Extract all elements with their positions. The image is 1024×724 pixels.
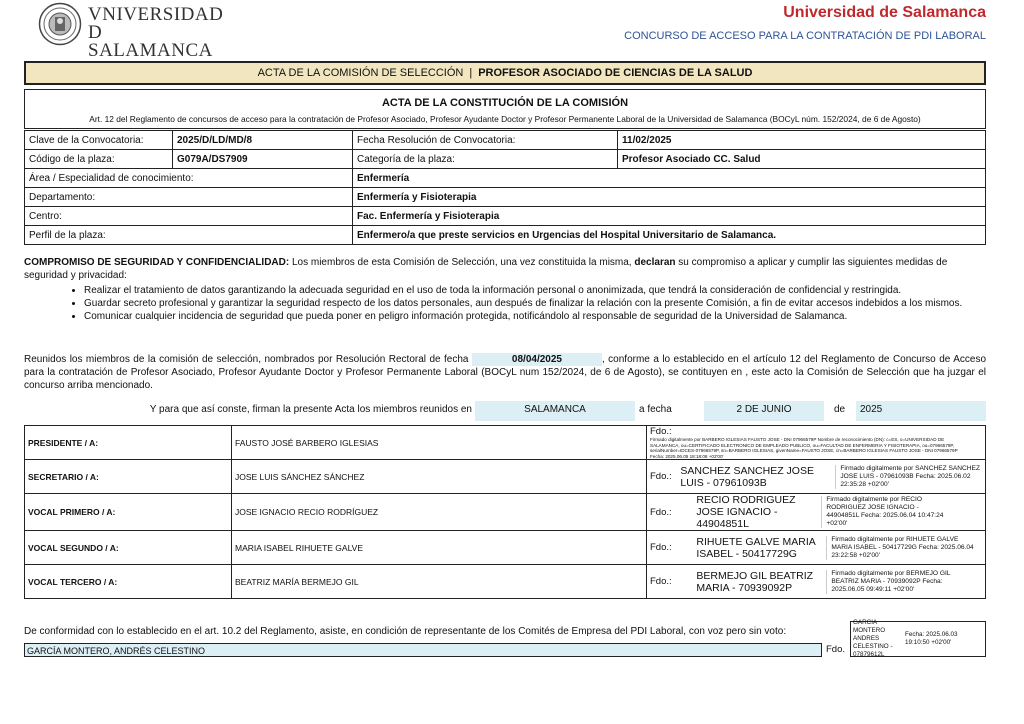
conformidad-text: De conformidad con lo establecido en el art. 10.2 del Reglamento, asiste, en condición de representante de los Comités de Empresa del PDI Laboral, con voz pero sin voto: [24, 626, 787, 637]
digital-signature [650, 437, 960, 459]
digital-signature [696, 536, 976, 560]
signature-cell [647, 426, 986, 460]
member-name: MARIA ISABEL RIHUETE GALVE [232, 531, 647, 565]
codigo-label: Código de la plaza: [25, 150, 173, 169]
representante-signature [850, 621, 986, 657]
university-seal-icon [38, 2, 82, 46]
compromiso-text-b: su compromiso a aplicar y cumplir las siguientes medidas de seguridad y privacidad: [24, 257, 948, 281]
departamento-value: Enfermería y Fisioterapia [353, 188, 986, 207]
role-vocal-tercero: VOCAL TERCERO / A: [25, 565, 232, 599]
table-row [25, 565, 986, 599]
fdo-label: Fdo.: [650, 471, 672, 482]
table-row [25, 426, 986, 460]
area-value: Enfermería [353, 169, 986, 188]
fdo-label: Fdo.: [650, 542, 672, 553]
university-logo [38, 2, 224, 61]
signature-detail: Firmado digitalmente por SANCHEZ SANCHEZ JOSE LUIS - 07961093B Fecha: 2025.06.02 22:35:28 +02'00' [835, 465, 980, 489]
acta-title-bar [24, 61, 986, 85]
signature-cell [647, 531, 986, 565]
departamento-label: Departamento: [25, 188, 353, 207]
signature-name: SANCHEZ SANCHEZ JOSE LUIS - 07961093B [680, 464, 814, 489]
role-vocal-primero: VOCAL PRIMERO / A: [25, 494, 232, 531]
role-secretario: SECRETARIO / A: [25, 460, 232, 494]
acta-title-left: ACTA DE LA COMISIÓN DE SELECCIÓN [257, 67, 464, 79]
table-row [25, 226, 986, 245]
reunidos-paragraph [24, 353, 986, 392]
firma-de-label: de [834, 404, 846, 415]
list-item: • Realizar el tratamiento de datos garantizando la adecuada seguridad en el uso de toda la información personal o anonimizada, que tendrá la consideración de confidencial y restringida. [84, 284, 986, 297]
signatures-table [24, 425, 986, 599]
logo-text-line2: D SALAMANCA [88, 22, 213, 61]
clave-label: Clave de la Convocatoria: [25, 131, 173, 150]
digital-signature [696, 494, 951, 530]
signature-name: RECIO RODRIGUEZ JOSE IGNACIO - 44904851L [696, 494, 796, 530]
concurso-subtitle: CONCURSO DE ACCESO PARA LA CONTRATACIÓN DE PDI LABORAL [624, 30, 986, 42]
table-row [25, 531, 986, 565]
signature-cell [647, 494, 986, 531]
constitution-box [24, 89, 986, 129]
member-name: FAUSTO JOSÉ BARBERO IGLESIAS [232, 426, 647, 460]
constitution-article: Art. 12 del Reglamento de concursos de acceso para la contratación de Profesor Asociado, Profesor Ayudante Doctor y Profesor Permanente Laboral de la Universidad de Salamanca (BOCyL núm. 152/2024, de 6 de Agosto) [89, 114, 921, 124]
role-presidente: PRESIDENTE / A: [25, 426, 232, 460]
resolucion-fecha-field[interactable]: 08/04/2025 [472, 353, 602, 366]
firma-text: Y para que así conste, firman la presente Acta los miembros reunidos en [149, 404, 472, 415]
list-item: • Guardar secreto profesional y garantizar la seguridad respecto de los datos personales, aun después de finalizar la relación con la presente Comisión, a fin de evitar accesos indebidos a los mismos. [84, 297, 986, 310]
table-row [25, 169, 986, 188]
representante-field[interactable]: GARCÍA MONTERO, ANDRÉS CELESTINO [24, 643, 822, 657]
compromiso-text-a: Los miembros de esta Comisión de Selección, una vez constituida la misma, [289, 257, 635, 268]
compromiso-declaran: declaran [634, 257, 676, 268]
member-name: JOSE IGNACIO RECIO RODRÍGUEZ [232, 494, 647, 531]
table-row [25, 131, 986, 150]
compromiso-heading: COMPROMISO DE SEGURIDAD Y CONFIDENCIALIDAD: [24, 257, 290, 268]
reunidos-text-b: , conforme a lo establecido en el artículo 12 del Reglamento de Concurso de Acceso para la contratación de Profesor Asociado, Profesor Ayudante Doctor y Profesor Permanente Laboral (BOCyL num 152/2024, de 6 de Agosto), se contituyen en , este acto la Comisión de Selección que ha juzgar el concurso arriba mencionado. [24, 354, 987, 391]
fdo-label: Fdo.: [650, 576, 672, 587]
digital-signature [696, 570, 971, 594]
perfil-value: Enfermero/a que preste servicios en Urgencias del Hospital Universitario de Salamanca. [353, 226, 986, 245]
perfil-label: Perfil de la plaza: [25, 226, 353, 245]
member-name: JOSE LUIS SÁNCHEZ SÁNCHEZ [232, 460, 647, 494]
signature-name: RIHUETE GALVE MARIA ISABEL - 50417729G [696, 535, 816, 560]
constitution-title: ACTA DE LA CONSTITUCIÓN DE LA COMISIÓN [381, 97, 629, 109]
list-item: • Comunicar cualquier incidencia de seguridad que pueda poner en peligro información protegida, notificándolo al responsable de seguridad de la Universidad de Salamanca. [84, 310, 986, 323]
digital-signature [680, 465, 980, 489]
signature-detail: Firmado digitalmente por RECIO RODRIGUEZ JOSE IGNACIO - 44904851L Fecha: 2025.06.04 10:47:24 +02'00' [821, 496, 951, 528]
firma-lugar-field[interactable]: SALAMANCA [475, 401, 635, 421]
firma-a-fecha-label: a fecha [639, 404, 672, 415]
table-row [25, 494, 986, 531]
categoria-label: Categoría de la plaza: [353, 150, 618, 169]
area-label: Área / Especialidad de conocimiento: [25, 169, 353, 188]
logo-text [88, 6, 223, 60]
signature-detail: Firmado digitalmente por BERMEJO GIL BEATRIZ MARIA - 70939092P Fecha: 2025.06.05 09:49:11 +02'00' [826, 570, 971, 594]
signature-detail: Firmado digitalmente por RIHUETE GALVE MARIA ISABEL - 50417729G Fecha: 2025.06.04 23:22:58 +02'00' [826, 536, 976, 560]
title-separator: | [469, 67, 473, 79]
fecha-resolucion-value: 11/02/2025 [618, 131, 986, 150]
signature-cell [647, 460, 986, 494]
signature-name: BERMEJO GIL BEATRIZ MARIA - 70939092P [696, 569, 814, 594]
member-name: BEATRIZ MARÍA BERMEJO GIL [232, 565, 647, 599]
signature-detail: Firmado digitalmente por BARBERO IGLESIAS FAUSTO JOSE - DNI 07966579P Nombre de reconocimiento (DN): c=ES, o=UNIVERSIDAD DE SALAMANCA, ou=CERTIFICADO ELECTRONICO DE EMPLEADO PUBLICO, ou=FACULTAD DE ENFERMERIA Y FISIOTERAPIA, ou=07966579P, serialNumber=IDCES-07966579P, sn=BARBERO IGLESIAS, givenName=FAUSTO JOSE, cn=BARBERO IGLESIAS FAUSTO JOSE - DNI 07966579P Fecha: 2025.06.05 18:18:08 +02'00' [650, 437, 958, 459]
centro-value: Fac. Enfermería y Fisioterapia [353, 207, 986, 226]
info-table [24, 130, 986, 245]
fdo-label-bottom: Fdo. [826, 644, 846, 655]
signature-date: Fecha: 2025.06.03 19:10:50 +02'00' [905, 631, 958, 646]
compromiso-section [24, 256, 986, 323]
firma-anio-field[interactable]: 2025 [856, 401, 986, 421]
codigo-value: G079A/DS7909 [173, 150, 353, 169]
signature-cell [647, 565, 986, 599]
reunidos-text-a: Reunidos los miembros de la comisión de selección, nombrados por Resolución Rectoral de fecha [24, 354, 469, 365]
clave-value: 2025/D/LD/MD/8 [173, 131, 353, 150]
fdo-label: Fdo.: [650, 506, 672, 518]
firma-dia-field[interactable]: 2 DE JUNIO [704, 401, 824, 421]
logo-text-line1: VNIVERSIDAD [88, 4, 224, 25]
firma-line [24, 401, 986, 421]
table-row [25, 188, 986, 207]
table-row [25, 207, 986, 226]
university-title: Universidad de Salamanca [783, 4, 986, 21]
compromiso-paragraph [24, 256, 986, 282]
table-row [25, 460, 986, 494]
categoria-value: Profesor Asociado CC. Salud [618, 150, 986, 169]
centro-label: Centro: [25, 207, 353, 226]
compromiso-list [24, 284, 986, 323]
table-row [25, 150, 986, 169]
fdo-label: Fdo.: [650, 426, 672, 438]
fecha-resolucion-label: Fecha Resolución de Convocatoria: [353, 131, 618, 150]
role-vocal-segundo: VOCAL SEGUNDO / A: [25, 531, 232, 565]
acta-title-right: PROFESOR ASOCIADO DE CIENCIAS DE LA SALUD [478, 67, 753, 79]
signature-name: GARCIA MONTERO ANDRES CELESTINO - 07879612L [853, 619, 893, 658]
